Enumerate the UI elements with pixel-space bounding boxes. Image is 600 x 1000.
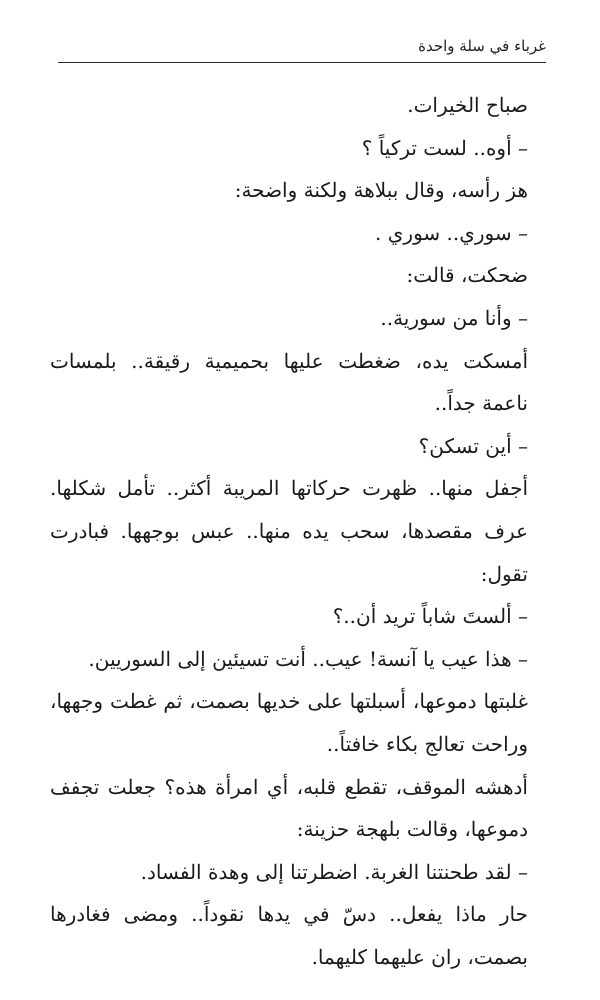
body-text — [50, 84, 550, 978]
dialogue-line: – وأنا من سورية.. — [380, 305, 528, 330]
dialogue-line: – أين تسكن؟ — [418, 433, 528, 458]
page-header — [58, 30, 546, 63]
paragraph: ضحكت، قالت: — [406, 263, 528, 288]
running-title: غرباء في سلة واحدة — [418, 37, 546, 55]
dialogue-line: – ألستَ شاباً تريد أن..؟ — [332, 604, 528, 629]
dialogue-line: – أوه.. لست تركياً ؟ — [361, 135, 528, 160]
paragraph: صباح الخيرات. — [407, 93, 528, 117]
dialogue-line: – سوري.. سوري . — [375, 220, 528, 245]
dialogue-line: – هذا عيب يا آنسة! عيب.. أنت تسيئين إلى السوريين. — [88, 646, 528, 671]
paragraph: أمسكت يده، ضغطت عليها بحميمية رقيقة.. بلمسات ناعمة جداً.. — [50, 348, 528, 416]
paragraph: غلبتها دموعها، أسبلتها على خديها بصمت، ثم غطت وجهها، وراحت تعالج بكاء خافتاً.. — [50, 689, 528, 756]
paragraph: أدهشه الموقف، تقطع قلبه، أي امرأة هذه؟ جعلت تجفف دموعها، وقالت بلهجة حزينة: — [50, 774, 528, 842]
dialogue-line: – لقد طحنتنا الغربة. اضطرتنا إلى وهدة الفساد. — [140, 859, 528, 884]
paragraph: حار ماذا يفعل.. دسّ في يدها نقوداً.. ومضى فغادرها بصمت، ران عليهما كليهما. — [50, 902, 528, 969]
paragraph: هز رأسه، وقال ببلاهة ولكنة واضحة: — [234, 178, 528, 203]
paragraph: أجفل منها.. ظهرت حركاتها المريبة أكثر.. تأمل شكلها. عرف مقصدها، سحب يده منها.. عبس بوجهها. فبادرت تقول: — [50, 476, 528, 586]
